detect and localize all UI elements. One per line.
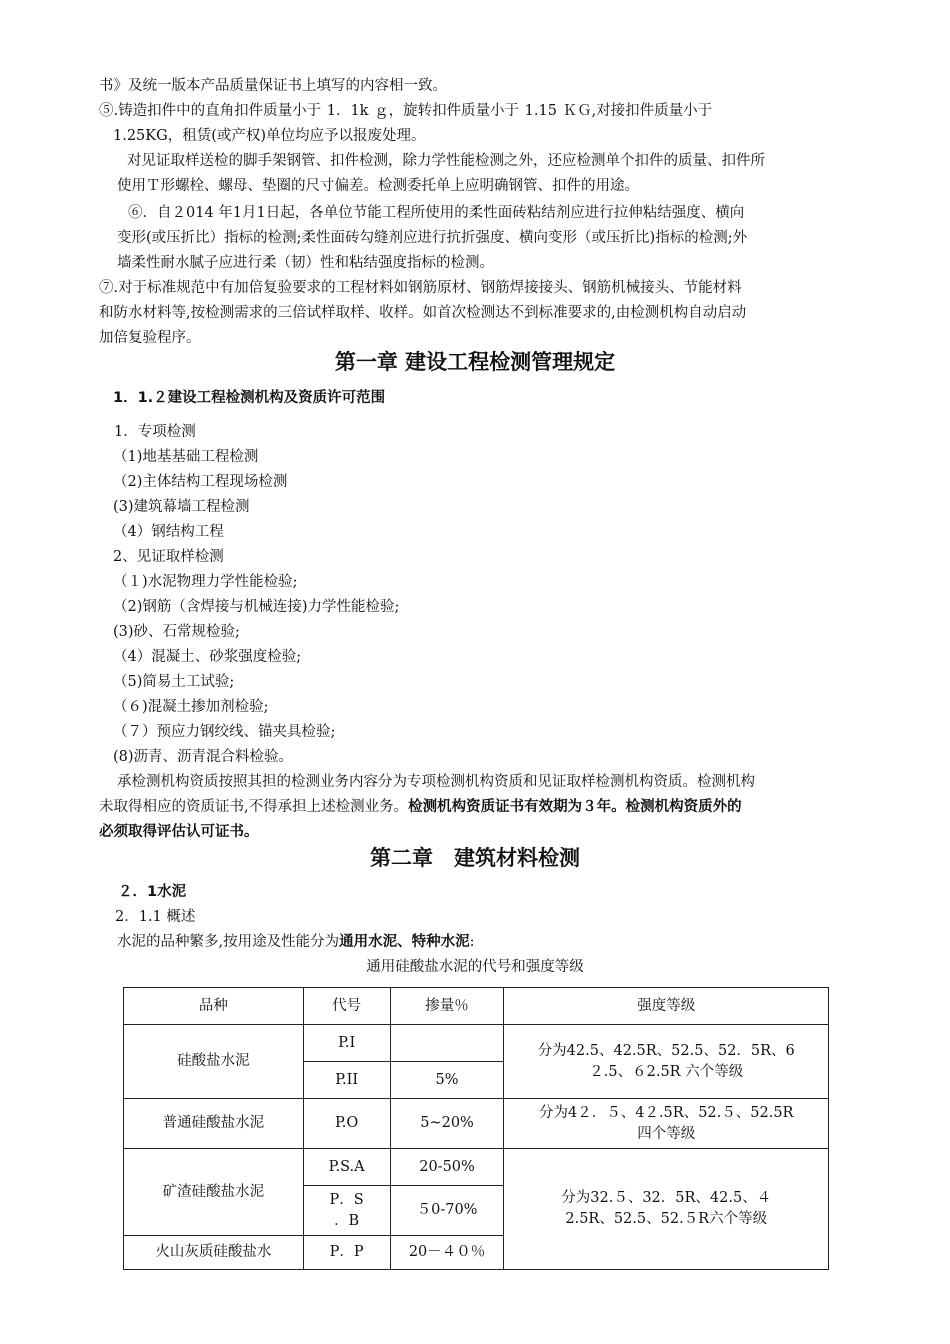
table-header-cell: 品种 (124, 988, 304, 1025)
chapter-1-paragraph-line-3 (99, 822, 259, 842)
chapter-1-paragraph-line-1: 承检测机构资质按照其担的检测业务内容分为专项检测机构资质和见证取样检测机构资质。检测机构 (117, 774, 755, 790)
table-row (124, 1149, 829, 1186)
paragraph-emphasis: 检测机构资质证书有效期为３年。检测机构资质外的 (408, 798, 742, 815)
table-cell: 20－４０％ (390, 1236, 504, 1270)
list-item: （７）预应力钢绞线、锚夹具检验; (113, 724, 336, 740)
table-row (124, 1025, 829, 1062)
intro-line-4: 对见证取样送检的脚手架钢管、扣件检测，除力学性能检测之外，还应检测单个扣件的质量、扣件所 (127, 153, 765, 169)
chapter-2-title: 第二章 建筑材料检测 (370, 846, 580, 870)
intro-line-6: ⑥．自２014 年1月1日起，各单位节能工程所使用的柔性面砖粘结剂应进行拉伸粘结强度、横向 (128, 205, 745, 221)
table-cell: 矿渣硅酸盐水泥 (124, 1149, 304, 1236)
table-cell (504, 1099, 829, 1149)
table-cell: 火山灰质硅酸盐水 (124, 1236, 304, 1270)
cell-line: 分为32.５、32．5R、42.5、４ (561, 1190, 772, 1206)
intro-line-11: 加倍复验程序。 (99, 330, 201, 346)
table-cell (303, 1186, 390, 1236)
table-caption: 通用硅酸盐水泥的代号和强度等级 (366, 959, 584, 975)
list-item: （６)混凝土掺加剂检验; (113, 699, 269, 715)
cell-line: P．S (329, 1191, 364, 1208)
sentence-emphasis: 通用水泥、特种水泥 (339, 933, 470, 950)
intro-line-7: 变形(或压折比）指标的检测;柔性面砖勾缝剂应进行抗折强度、横向变形（或压折比)指标的检测;外 (117, 230, 748, 246)
paragraph-text: 未取得相应的资质证书,不得承担上述检测业务。 (99, 799, 409, 815)
intro-line-5: 使用Ｔ形螺栓、螺母、垫圈的尺寸偏差。检测委托单上应明确钢管、扣件的用途。 (117, 178, 639, 194)
table-header-cell: 强度等级 (504, 988, 829, 1025)
paragraph-emphasis: 必须取得评估认可证书。 (99, 823, 259, 840)
table-cell: ５0-70% (390, 1186, 504, 1236)
intro-line-1: 书》及统一版本产品质量保证书上填写的内容相一致。 (99, 78, 447, 94)
intro-line-3: 1.25KG，租赁(或产权)单位均应予以报废处理。 (113, 128, 426, 144)
cell-line: 分为4２．５、4２.5R、52.５、52.5R (539, 1104, 794, 1121)
table-cell: 硅酸盐水泥 (124, 1025, 304, 1099)
table-cell: P.S.A (303, 1149, 390, 1186)
list-item: （1)地基基础工程检测 (113, 449, 259, 465)
table-cell: P．P (303, 1236, 390, 1270)
sentence-end: : (469, 934, 475, 950)
table-cell: P.O (303, 1099, 390, 1149)
intro-line-9: ⑦.对于标准规范中有加倍复验要求的工程材料如钢筋原材、钢筋焊接接头、钢筋机械接头、节能材料 (99, 280, 742, 296)
cell-line: 分为42.5、42.5R、52.5、52．5R、6 (537, 1042, 795, 1059)
table-cell (504, 1149, 829, 1270)
list-item: 2、见证取样检测 (113, 549, 224, 565)
intro-line-2: ⑤.铸造扣件中的直角扣件质量小于 1．1k ｇ，旋转扣件质量小于 1.15 ＫＧ,对接扣件质量小于 (99, 103, 713, 119)
cell-line: 2.5R、52.5、52.５R六个等级 (565, 1211, 768, 1227)
list-item: （2)钢筋（含焊接与机械连接)力学性能检验; (113, 599, 400, 615)
cell-line: ．B (334, 1212, 360, 1229)
table-header-cell: 代号 (303, 988, 390, 1025)
table-cell: 5% (390, 1062, 504, 1099)
list-item: （5)简易土工试验; (113, 674, 235, 690)
table-cell: 5~20% (390, 1099, 504, 1149)
cement-grade-table (123, 987, 829, 1270)
intro-line-10: 和防水材料等,按检测需求的三倍试样取样、收样。如首次检测达不到标准要求的,由检测机构自动启动 (99, 305, 747, 321)
chapter-2-intro-sentence (117, 932, 475, 952)
chapter-1-title: 第一章 建设工程检测管理规定 (334, 350, 616, 374)
intro-line-8: 墙柔性耐水腻子应进行柔（韧）性和粘结强度指标的检测。 (117, 255, 494, 271)
chapter-2-section-heading: ２．1水泥 (118, 884, 187, 900)
list-item: 1．专项检测 (114, 424, 196, 440)
table-cell: 20-50% (390, 1149, 504, 1186)
table-header-row (124, 988, 829, 1025)
list-item: (3)砂、石常规检验; (113, 624, 240, 640)
list-item: （4）钢结构工程 (113, 524, 224, 540)
list-item: (3)建筑幕墙工程检测 (113, 499, 250, 515)
cell-line: 四个等级 (637, 1125, 696, 1142)
chapter-1-paragraph-line-2 (99, 797, 742, 817)
table-cell (390, 1025, 504, 1062)
sentence-text: 水泥的品种繁多,按用途及性能分为 (117, 934, 340, 950)
chapter-1-section-heading: 1．1.２建设工程检测机构及资质许可范围 (113, 390, 386, 406)
table-cell: P.II (303, 1062, 390, 1099)
list-item: （１)水泥物理力学性能检验; (113, 574, 298, 590)
cell-line: ２.5、６2.5R 六个等级 (589, 1063, 744, 1080)
list-item: （2)主体结构工程现场检测 (113, 474, 288, 490)
chapter-2-subsection-heading: 2．1.1 概述 (115, 909, 196, 925)
table-cell (504, 1025, 829, 1099)
table-cell: 普通硅酸盐水泥 (124, 1099, 304, 1149)
list-item: (8)沥青、沥青混合料检验。 (113, 749, 294, 765)
list-item: （4）混凝土、砂浆强度检验; (113, 649, 302, 665)
table-cell: P.I (303, 1025, 390, 1062)
table-header-cell: 掺量％ (390, 988, 504, 1025)
table-row (124, 1099, 829, 1149)
